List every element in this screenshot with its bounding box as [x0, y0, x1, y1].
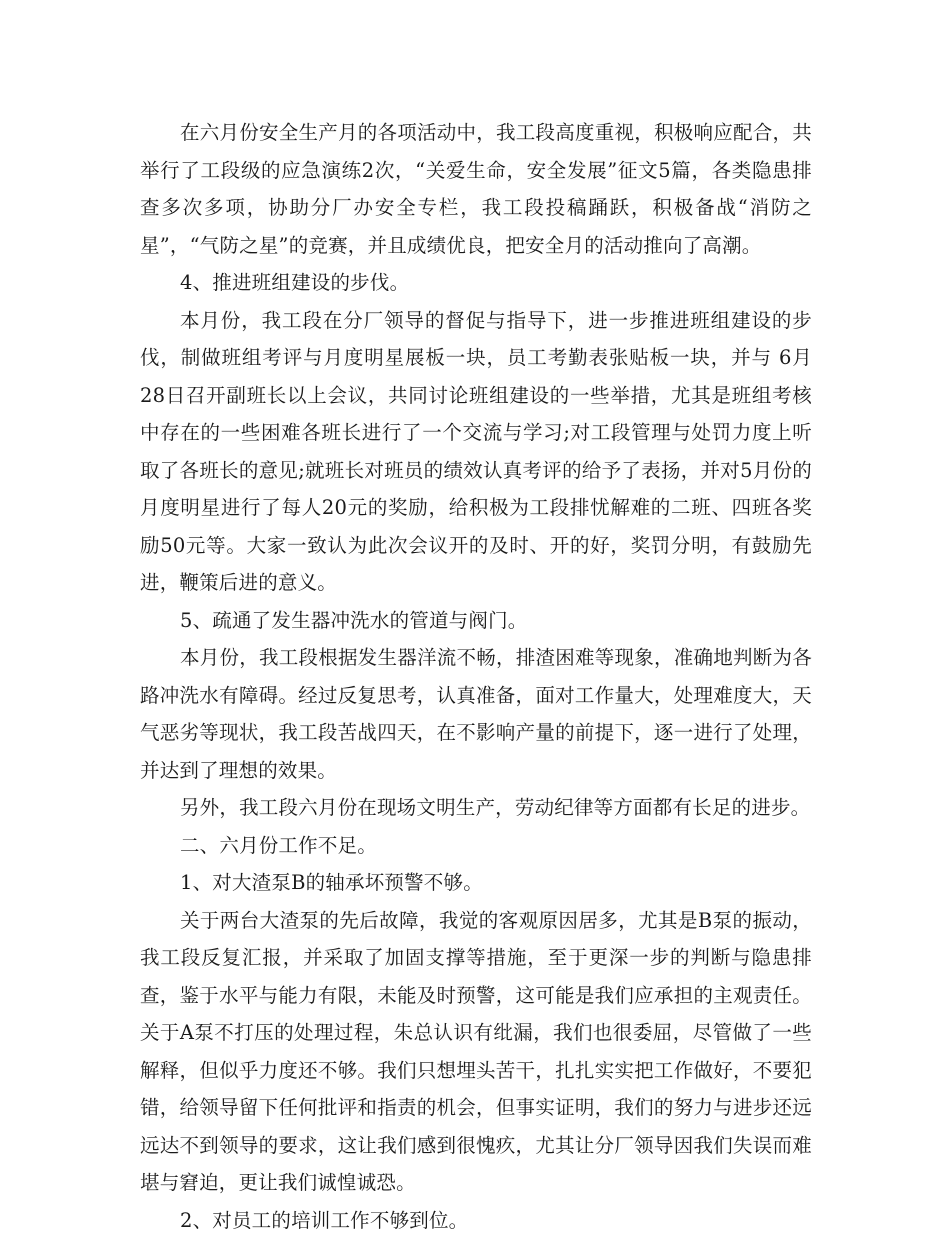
paragraph-slag-pump: 关于两台大渣泵的先后故障，我觉的客观原因居多，尤其是B泵的振动，我工段反复汇报，并采取了加固支撑等措施，至于更深一步的判断与隐患排查，鉴于水平与能力有限，未能及时预警，这可能是我们应承担的主观责任。关于A泵不打压的处理过程，朱总认识有纰漏，我们也很委屈，尽管做了一些解释，但似乎力度还不够。我们只想埋头苦干，扎扎实实把工作做好，不要犯错，给领导留下任何批评和指责的机会，但事实证明，我们的努力与进步还远远达不到领导的要求，这让我们感到很愧疚，尤其让分厂领导因我们失误而难堪与窘迫，更让我们诚惶诚恐。: [140, 902, 812, 1202]
heading-slag-pump-warning: 1、对大渣泵B的轴承坏预警不够。: [140, 864, 812, 902]
document-body: [140, 114, 812, 1239]
paragraph-civilized-production: 另外，我工段六月份在现场文明生产，劳动纪律等方面都有长足的进步。: [140, 789, 812, 827]
heading-shortcomings: 二、六月份工作不足。: [140, 827, 812, 865]
heading-team-building: 4、推进班组建设的步伐。: [140, 264, 812, 302]
paragraph-flush-pipes: 本月份，我工段根据发生器洋流不畅，排渣困难等现象，准确地判断为各路冲洗水有障碍。经过反复思考，认真准备，面对工作量大，处理难度大，天气恶劣等现状，我工段苦战四天，在不影响产量的前提下，逐一进行了处理，并达到了理想的效果。: [140, 639, 812, 789]
paragraph-team-building: 本月份，我工段在分厂领导的督促与指导下，进一步推进班组建设的步伐，制做班组考评与月度明星展板一块，员工考勤表张贴板一块，并与 6月28日召开副班长以上会议，共同讨论班组建设的一些举措，尤其是班组考核中存在的一些困难各班长进行了一个交流与学习;对工段管理与处罚力度上听取了各班长的意见;就班长对班员的绩效认真考评的给予了表扬，并对5月份的月度明星进行了每人20元的奖励，给积极为工段排忧解难的二班、四班各奖励50元等。大家一致认为此次会议开的及时、开的好，奖罚分明，有鼓励先进，鞭策后进的意义。: [140, 302, 812, 602]
heading-staff-training: 2、对员工的培训工作不够到位。: [140, 1202, 812, 1239]
paragraph-safety-month: 在六月份安全生产月的各项活动中，我工段高度重视，积极响应配合，共举行了工段级的应急演练2次，“关爱生命，安全发展”征文5篇，各类隐患排查多次多项，协助分厂办安全专栏，我工段投稿踊跃，积极备战“消防之星”，“气防之星”的竞赛，并且成绩优良，把安全月的活动推向了高潮。: [140, 114, 812, 264]
heading-flush-pipes: 5、疏通了发生器冲洗水的管道与阀门。: [140, 602, 812, 640]
